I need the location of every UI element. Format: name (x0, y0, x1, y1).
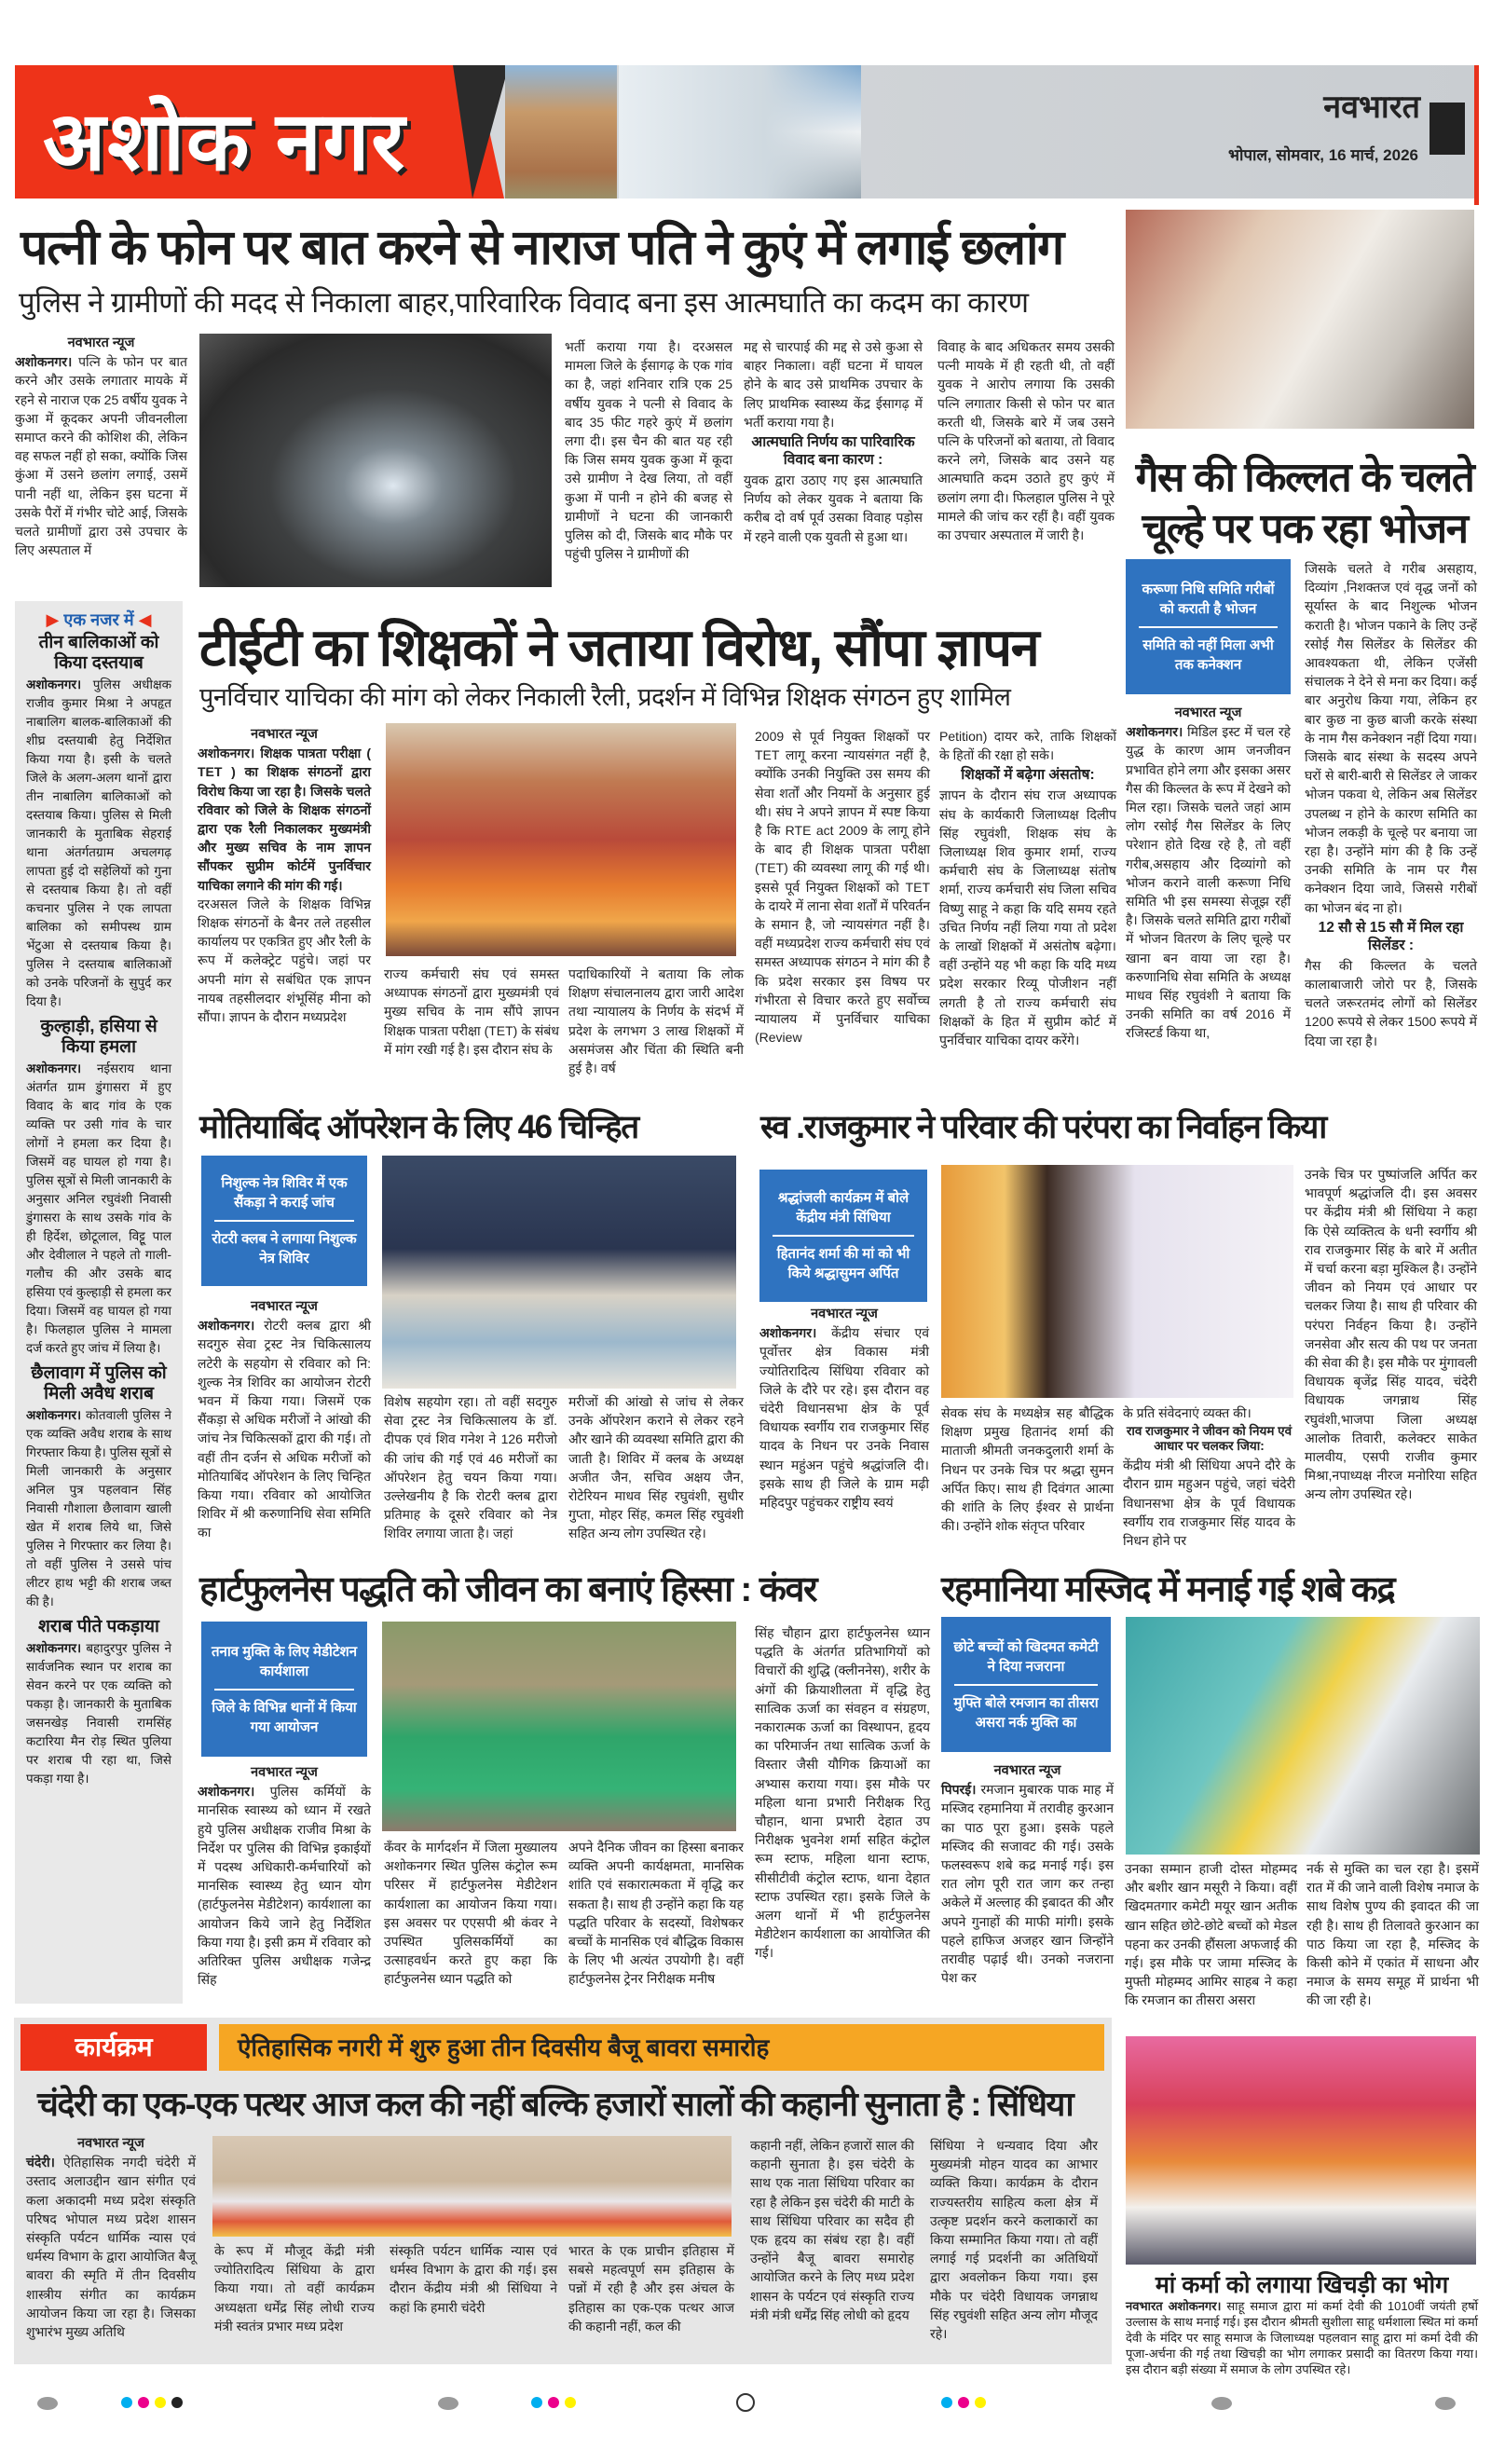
dateline: अशोकनगर। (198, 1318, 255, 1334)
highlight-line: रोटरी क्लब ने लगाया निशुल्क नेत्र शिविर (212, 1231, 357, 1266)
byline: नवभारत न्यूज (251, 1765, 318, 1780)
lead-column-4: विवाह के बाद अधिकतर समय उसकी पत्नी मायके में ही रहती थी, तो वहीं युवक ने आरोप लगाया कि उसकी पत्नि लगातार किसी से फोन पर बात करती थी, जिसके बारे में जब उसने पत्नि के परिजनों को बताया, तो विवाद करने लगे, जिसके बाद उसने यह आत्मघाति कदम उठाते हुए कुएं में छलांग लगा दी। फिलहाल पुलिस ने पूरे मामले की जांच कर रहीं है। वहीं युवक का उपचार अस्पताल में जारी है। (937, 339, 1115, 543)
arrow-left-icon: ◀ (138, 610, 152, 629)
masjid-column-3: नर्क से मुक्ति का चल रहा है। इसमें रात में की जाने वाली विशेष नमाज के साथ विशेष पुण्य की इवादत की जा रही है। साथ ही तिलावते कुरआन का पाठ किया जा रहा है, मस्जिद के किसी कोने में एकांत में साधना और नमाज के समय समूह में प्रार्थना भी की जा रही हे। (1306, 1861, 1479, 2008)
dateline: अशोकनगर। (1126, 724, 1183, 740)
tet-column-1 (198, 725, 371, 1084)
tribute-column-3 (1123, 1403, 1295, 1549)
dateline: पिपरई। (941, 1782, 977, 1798)
brief-text: नईसराय थाना अंतर्गत ग्राम डुंगासरा में हुए विवाद के बाद गांव के एक व्यक्ति पर उसी गांव के चार लोगों ने हमला कर दिया है। जिसमें वह घायल हो गया है। पुलिस सूत्रों से मिली जानकारी के अनुसार अनिल रघुवंशी निवासी डुंगासरा के साथ उसके गांव के ही हिर्देश, छोटूलाल, विट्टू पाल और देवीलाल ने पहले तो गाली-गलौच की और उसके बाद हसिया एवं कुल्हाड़ी से हमला कर दिया। जिसमें वह घायल हो गया है। फिलहाल पुलिस ने मामला दर्ज करते हुए जांच में लिया है। (26, 1061, 171, 1355)
chanderi-column-4: भारत के एक प्राचीन इतिहास में सबसे महत्वपूर्ण सम इतिहास के पन्नों में रही है और इस अंचल के इतिहास का एक-एक पत्थर आज की कहानी नहीं, कल की (568, 2243, 734, 2334)
highlight-line: छोटे बच्चों को खिदमत कमेटी ने दिया नजराना (953, 1638, 1099, 1675)
dateline: अशोकनगर। (198, 1784, 255, 1800)
byline: नवभारत न्यूज (67, 335, 135, 350)
masthead (15, 65, 1476, 198)
byline: नवभारत न्यूज (251, 1299, 318, 1314)
body-text: Petition) दायर करे, ताकि शिक्षकों के हितों की रक्षा हो सके। (939, 729, 1116, 763)
brief-text: पुलिस अधीक्षक राजीव कुमार मिश्रा ने अपहृत नाबालिग बालक-बालिकाओं की शीघ्र दस्तयाबी हेतु निर्देशित किया गया है। इसी के चलते जिले के अलग-अलग थानों द्वारा तीन नाबालिग बालिकाओं को दस्तयाब किया। पुलिस से मिली जानकारी के मुताबिक सेहराई थाना अंतर्गतग्राम अचलगढ़ लापता हुई दो सहेलियों को गुना से दस्तयाब किया है। तो वहीं कचनार पुलिस ने एक लापता बालिका को समीपस्थ ग्राम भेंटुआ से दस्तयाब किया है। पुलिस ने दस्तयाब बालिकाओं को उनके परिजनों के सुपुर्द कर दिया है। (26, 678, 171, 1008)
masjid-highlight-box (941, 1617, 1111, 1752)
subhead: राव राजकुमार ने जीवन को नियम एवं आधार पर चलकर जिया: (1126, 1424, 1293, 1454)
sidebar-label-text: एक नजर में (63, 610, 134, 629)
chanderi-kicker: ऐतिहासिक नगरी में शुरु हुआ तीन दिवसीय बैजू बावरा समारोह (219, 2024, 1104, 2071)
dateline: अशोकनगर। (759, 1325, 817, 1341)
brief-item (26, 1363, 171, 1611)
subhead: शिक्षकों में बढ़ेगा अंसतोष: (961, 767, 1095, 784)
tribute-headline: स्व .राजकुमार ने परिवार की परंपरा का निर्वाहन किया (760, 1109, 1326, 1145)
registration-mark (1435, 2397, 1456, 2410)
body-text: केंद्रीय मंत्री श्री सिंधिया अपने दौरे के दौरान ग्राम महुअन पहुंचे, जहां चंदेरी विधानसभा क्षेत्र के पूर्व विधायक स्वर्गीय राव राजकुमार सिंह यादव के निधन होने पर (1123, 1458, 1295, 1549)
byline: नवभारत न्यूज (811, 1307, 878, 1321)
sidebar-briefs (15, 601, 183, 2004)
eye-camp-highlight-box (201, 1156, 367, 1286)
tet-column-2: राज्य कर्मचारी संघ एवं समस्त अध्यापक संगठनों द्वारा मुख्यमंत्री एवं मुख्य सचिव के नाम सौंपे ज्ञापन शिक्षक पात्रता परीक्षा (TET) के संबंध में मांग रखी गई है। इस दौरान संघ के (384, 966, 559, 1057)
body-text: केंद्रीय संचार एवं पूर्वोत्तर क्षेत्र विकास मंत्री ज्योतिरादित्य सिंधिया रविवार को जिले के दौरे पर रहे। इस दौरान वह चंदेरी विधानसभा क्षेत्र के पूर्व विधायक स्वर्गीय राव राजकुमार सिंह यादव के निधन पर उनके निवास स्थान महुंअन पहुंचे श्रद्धांजलि दी। इसके साथ ही जिले के ग्राम मढ़ी महिदपुर पहुंचकर राष्ट्रीय स्वयं (759, 1325, 930, 1511)
brief-title: तीन बालिकाओं को किया दस्तयाब (38, 633, 159, 673)
divider (954, 1684, 1098, 1686)
tribute-photo (941, 1165, 1293, 1398)
rotary-eye-camp-photo (382, 1156, 736, 1389)
highlight-line: समिति को नहीं मिला अभी तक कनेक्शन (1142, 637, 1274, 673)
gas-headline-line-2: चूल्हे पर पक रहा भोजन (1142, 506, 1468, 552)
tribute-column-2: सेवक संघ के मध्यक्षेत्र सह बौद्धिक शिक्षण प्रमुख हितानंद शर्मा की माताजी श्रीमती जनकदुलारी शर्मा के निधन पर उनके चित्र पर श्रद्धा सुमन अर्पित किए। साथ ही दिवंगत आत्मा की शांति के लिए ईश्वर से प्रार्थना की। उन्होंने शोक संतृप्त परिवार (941, 1405, 1114, 1534)
subhead: आत्मघाति निर्णय का पारिवारिक विवाद बना कारण : (751, 434, 915, 469)
highlight-line: जिले के विभिन्न थानों में किया गया आयोजन (212, 1699, 357, 1735)
meditation-photo (382, 1622, 736, 1831)
body-text: रमजान मुबारक पाक माह में मस्जिद रहमानिया में तरावीह कुरआन का पाठ पूरा हुआ। इसके पहले मस्जिद की सजावट की गई। उसके फलस्वरूप शबे कद्र मनाई गई। इस रात लोग पूरी रात जाग कर तन्हा अकेले में अल्लाह की इबादत की और अपने गुनाहों की माफी मांगी। इसके पहले हाफिज अजहर खान जिन्होंने तरावीह पढ़ाई थी। उनको नजराना पेश कर (941, 1782, 1114, 1986)
dateline: चंदेरी। (26, 2155, 55, 2170)
gas-photo (1126, 210, 1474, 429)
tribute-column-1 (759, 1305, 930, 1511)
brief-text: बहादुरपुर पुलिस ने सार्वजनिक स्थान पर शराब का सेवन करने पर एक व्यक्ति को पकड़ा है। जानकारी के मुताबिक जसनखेड़ निवासी रामसिंह कटारिया मैन रोड़ स्थित पुलिया पर शराब पी रहा था, जिसे पकड़ा गया है। (26, 1641, 171, 1786)
brief-text: कोतवाली पुलिस ने एक व्यक्ति अवैध शराब के साथ गिरफ्तार किया है। पुलिस सूत्रों से मिली जानकारी के अनुसार अनिल पुत्र पहलवान सिंह निवासी गौशाला छैलावाग खाली खेत में शराब लिये था, जिसे पुलिस ने गिरफ्तार कर लिया है। तो वहीं पुलिस ने उससे पांच लीटर हाथ भट्टी की शराब जब्त की है। (26, 1408, 171, 1608)
chanderi-headline: चंदेरी का एक-एक पत्थर आज कल की नहीं बल्कि हजारों सालों की कहानी सुनाता है : सिंधिया (37, 2085, 1074, 2123)
body-text: गैस की किल्लत के चलते कालाबाजारी जोरो पर है, जिसके चलते जरूरतमंद लोगों को सिलेंडर 1200 रूपये से लेकर 1500 रूपये में दिया जा रहा है। (1305, 957, 1477, 1048)
karma-text (1126, 2298, 1478, 2376)
chanderi-column-2: के रूप में मौजूद केंद्री मंत्री ज्योतिरादित्य सिंधिया के द्वारा किया गया। तो वहीं कार्यक्रम अध्यक्षता धर्मेंद्र सिंह लोधी राज्य मंत्री स्वतंत्र प्रभार मध्य प्रदेश (214, 2243, 375, 2334)
divider (214, 1220, 354, 1222)
dateline: अशोकनगर। (26, 1641, 82, 1655)
chanderi-column-1 (26, 2134, 196, 2362)
highlight-line: तनाव मुक्ति के लिए मेडीटेशन कार्यशाला (211, 1643, 358, 1679)
color-dot-magenta (548, 2397, 559, 2408)
body-text: के प्रति संवेदनाएं व्यक्त की। (1123, 1405, 1252, 1420)
tet-column-5 (939, 727, 1116, 1084)
dateline: अशोकनगर। (26, 678, 82, 691)
registration-mark (37, 2397, 58, 2410)
color-dot-magenta (958, 2397, 969, 2408)
lead-column-3 (744, 337, 923, 596)
dateline: अशोकनगर। (26, 1061, 82, 1075)
highlight-line: हितानंद शर्मा की मां को भी किये श्रद्धासुमन अर्पित (776, 1246, 910, 1281)
tet-column-3: पदाधिकारियों ने बताया कि लोक शिक्षण संचालनालय द्वारा जारी आदेश तथा न्यायालय के निर्णय के संदर्भ में प्रदेश के लगभग 3 लाख शिक्षकों में असमंजस और चिंता की स्थिति बनी हुई है। वर्ष (568, 966, 744, 1076)
byline: नवभारत न्यूज (993, 1763, 1061, 1778)
gas-highlight-box (1126, 559, 1291, 694)
masthead-block (1429, 103, 1465, 155)
byline: नवभारत न्यूज (251, 727, 318, 742)
highlight-line: श्रद्धांजली कार्यक्रम में बोले केंद्रीय मंत्री सिंधिया (777, 1190, 910, 1225)
color-dot-yellow (975, 2397, 986, 2408)
byline: नवभारत न्यूज (1174, 705, 1242, 720)
eye-camp-headline: मोतियाबिंद ऑपरेशन के लिए 46 चिन्हित (199, 1109, 638, 1145)
brief-item (26, 633, 171, 1011)
masjid-photo (1126, 1617, 1480, 1855)
brief-item (26, 1017, 171, 1358)
color-dot-black (171, 2397, 183, 2408)
color-dot-cyan (531, 2397, 542, 2408)
body-text: साहू समाज द्वारा मां कर्मा देवी की 1010वीं जयंती हर्षो उल्लास के साथ मनाई गई। इस दौरान श्रीमती सुशीला साहू धर्मशाला स्थित मां कर्मा देवी के मंदिर पर साहू समाज के जिलाध्यक्ष पहलवान साहू द्वारा मां कर्मा देवी की पूजा-अर्चना की गई तथा खिचड़ी का भोग लगाकर प्रसादी का वितरण किया गया। इस दौरान बड़ी संख्या में समाज के लोग उपस्थित रहे। (1126, 2299, 1478, 2376)
heartfulness-column-1 (198, 1763, 371, 2007)
heartfulness-column-3: अपने दैनिक जीवन का हिस्सा बनाकर व्यक्ति अपनी कार्यक्षमता, मानसिक शांति एवं सकारात्मकता में वृद्धि कर सकता है। साथ ही उन्होंने कहा कि यह पद्धति परिवार के सदस्यों, विशेषकर बच्चों के मानसिक एवं बौद्धिक विकास के लिए भी अत्यंत उपयोगी है। वहीं हार्टफुलनेस ट्रेनर निरीक्षक मनीष (568, 1840, 744, 1987)
baiju-bawra-event-photo (212, 2136, 732, 2237)
body-text: ऐतिहासिक नगदी चंदेरी में उस्ताद अलाउद्दीन खान संगीत एवं कला अकादमी मध्य प्रदेश संस्कृति परिषद भोपाल मध्य प्रदेश शासन संस्कृति पर्यटन धार्मिक न्यास एवं धर्मस्य विभाग के द्वारा आयोजित बैजू बावरा की स्मृति में तीन दिवसीय शास्त्रीय संगीत का कार्यक्रम आयोजन किया जा रहा है। जिसका शुभारंभ मुख्य अतिथि (26, 2155, 196, 2340)
arrow-right-icon: ▶ (46, 610, 60, 629)
masjid-headline: रहमानिया मस्जिद में मनाई गई शबे कद्र (941, 1570, 1395, 1609)
eye-camp-column-2: विशेष सहयोग रहा। तो वहीं सदगुरु सेवा ट्रस्ट नेत्र चिकित्सालय के डॉ. दीपक एवं शिव गनेश ने 126 मरीजो की जांच की गई एवं 46 मरीजों का ऑपरेशन हेतु चयन किया गया। उल्लेखनीय है कि रोटरी क्लब द्वारा प्रतिमाह के दूसरे रविवार को नेत्र शिविर लगाया जाता है। जहां (384, 1394, 557, 1541)
divider (1139, 626, 1278, 628)
body-text: दरअसल जिले के शिक्षक विभिन्न शिक्षक संगठनों के बैनर तले तहसील कार्यालय पर एकत्रित हुए और रैली के रूप में कलेक्ट्रेट पहुंचे। जहां पर अपनी मांग से सबंधित एक ज्ञापन नायब तहसीलदार शंभूसिंह मीना को सौंपा। ज्ञापन के दौरान मध्यप्रदेश (198, 896, 371, 1025)
chanderi-column-3: संस्कृति पर्यटन धार्मिक न्यास एवं धर्मस्व विभाग के द्वारा की गई। इस दौरान केंद्रीय मंत्री श्री सिंधिया ने कहां कि हमारी चंदेरी (390, 2243, 557, 2315)
body-text: जिसके चलते वे गरीब असहाय, दिव्यांग ,निशक्तज एवं वृद्ध जनों को सूर्यास्त के बाद निशुल्क भोजन कराती है। भोजन पकाने के लिए उन्हें रसोई गैस सिलेंडर के सिलेंडर की आवश्यकता थी, लेकिन एजेंसी संचालक ने देने से मना कर दिया। कई बार अनुरोध किया गया, लेकिन हर बार कुछ ना कुछ बाजी करके संस्था के नाम गैस कनेक्शन नहीं दिया गया। जिसके बाद संस्था के सदस्य अपने घरों से बारी-बारी से सिलेंडर ले जाकर भोजन पकवा थे, लेकिन अब सिलेंडर उपलब्ध न होने के कारण समिति का भोजन लकड़ी के चूल्हे पर बनाया जा रहा है। उन्होंने मांग की है कि उन्हें उनकी समिति के नाम पर गैस कनेक्शन दिया जावे, जिससे गरीबों का भोजन बंद ना हो। (1305, 561, 1477, 915)
teachers-rally-photo (386, 723, 736, 956)
color-dot-magenta (138, 2397, 149, 2408)
gas-column-2 (1305, 559, 1477, 1081)
section-title: अशोक नगर (43, 95, 407, 187)
gas-column-1 (1126, 704, 1291, 1081)
body-text: मिडिल इस्ट में चल रहे युद्ध के कारण आम जनजीवन प्रभावित होने लगा और इसका असर गैस की किल्लत के रूप में देखने को मिल रहा। जिसके चलते जहां आम लोग रसोई गैस सिलेंडर के लिए परेशान होते दिख रहे है, तो वहीं गरीब,असहाय और दिव्यांगो को भोजन कराने वाली करूणा निधि समिति भी इस समस्या सेजूझ रहीं है। जिसके चलते समिति द्वारा गरीबों में भोजन वितरण के लिए चूल्हे पर खाना बन वाया जा रहा है। करुणानिधि सेवा समिति के अध्यक्ष माधव सिंह रघुवंशी ने बताया कि उनकी समिति का वर्ष 2016 में रजिस्टर्ड किया था, (1126, 724, 1291, 1041)
highlight-line: करूणा निधि समिति गरीबों को कराती है भोजन (1142, 581, 1275, 617)
body-text: ज्ञापन के दौरान संघ राज अध्यापक संघ के कार्यकारी जिलाध्यक्ष दिलीप सिंह रघुवंशी, शिक्षक संघ के जिलाध्यक्ष शिव कुमार शर्मा, राज्य कर्मचारी संघ के जिलाध्यक्ष संतोष शर्मा, राज्य कर्मचारी संघ जिला सचिव विष्णु साहू ने कहा कि यदि समय रहते उचित निर्णय नहीं लिया गया तो प्रदेश के लाखों शिक्षकों में असंतोष बढ़ेगा। वहीं उन्होंने यह भी कहा कि यदि मध्य प्रदेश सरकार रिव्यू पोजीशन नहीं लगती है तो राज्य कर्मचारी संघ शिक्षकों के हित में सुप्रीम कोर्ट में पुनर्विचार याचिका दायर करेंगे। (939, 787, 1116, 1048)
divider (773, 1235, 914, 1237)
lead-column-2: भर्ती कराया गया है। दरअसल मामला जिले के ईसागढ़ के एक गांव का है, जहां शनिवार रात्रि एक 25 वर्षीय युवक ने पत्नी से विवाद के बाद 35 फीट गहरे कुएं में छलांग लगा दी। इस चैन की बात यह रही कि जिस समय युवक कुआ में कूदा उसे ग्रामीण ने देख लिया, तो वहीं कुआ में पानी न होने की बजह से ग्रामीणों ने घटना की जानकारी पुलिस को दी, जिसके बाद मौके पर पहुंची पुलिस ने ग्रामीणों की (565, 339, 732, 562)
heartfulness-highlight-box (201, 1622, 367, 1757)
body-text: पत्नि के फोन पर बात करने और उसके लगातार मायके में रहने से नाराज एक 25 वर्षीय युवक ने कुआ में कूदकर अपनी जीवनलीला समाप्त करने की कोशिश की, लेकिन वह सफल नहीं हो सका, क्योंकि जिस कुंआ में उसने छलांग लगाई, उसमें पानी नहीं था, लेकिन इस घटना में उसके पैरों में गंभीर चोटे आई, जिसके चलते ग्रामीणों द्वारा उसे उपचार के लिए अस्पताल में (15, 354, 187, 558)
brief-item (26, 1617, 171, 1788)
right-rule (1474, 65, 1479, 205)
gas-headline-line-1: गैस की किल्लत के चलते (1135, 455, 1474, 500)
registration-mark (1211, 2397, 1232, 2410)
body-text: रोटरी क्लब द्वारा श्री सदगुरु सेवा ट्रस्ट नेत्र चिकित्सालय लटेरी के सहयोग से रविवार को नि: शुल्क नेत्र शिविर का आयोजन रोटरी भवन में किया गया। जिसमें एक सैंकड़ा से अधिक मरीजों ने आंखो की जांच नेत्र चिकित्सकों द्वारा की गई। तो वहीं तीन दर्जन से अधिक मरीजों को मोतियाबिंद ऑपरेशन के लिए चिन्हित किया गया। रविवार को आयोजित शिविर में श्री करुणानिधि सेवा समिति का (198, 1318, 371, 1540)
section-label: कार्यक्रम (21, 2024, 207, 2071)
tribute-column-4: उनके चित्र पर पुष्पांजलि अर्पित कर भावपूर्ण श्रद्धांजलि दी। इस अवसर पर केंद्रीय मंत्री श्री सिंधिया ने कहा कि ऐसे व्यक्तित्व के धनी स्वर्गीय श्री राव राजकुमार सिंह के बारे में अतीत में चर्चा करना बड़ा मुश्किल है। उन्होंने जीवन को नियम एवं आधार पर चलकर जिया है। साथ ही परिवार की परंपरा निर्वहन किया है। उन्होंने जनसेवा और सत्य की पथ पर जनता की सेवा की है। इस मौके पर मुंगावली विधायक बृजेंद्र सिंह यादव, चंदेरी विधायक जगन्नाथ सिंह रघुवंशी,भाजपा जिला अध्यक्ष आलोक तिवारी, कलेक्टर साकेत मालवीय, एसपी राजीव कुमार मिश्रा,नपाध्यक्ष नीरज मनोरिया सहित अन्य लोग उपस्थित रहे। (1305, 1167, 1477, 1502)
chanderi-column-6: सिंधिया ने धन्यवाद दिया और मुख्यमंत्री मोहन यादव का आभार व्यक्ति किया। कार्यक्रम के दौरान राज्यस्तरीय साहित्य कला क्षेत्र में उत्कृष्ट प्रदर्शन करने कलाकारों का किया सम्मानित किया गया। तो वहीं लगाई गई प्रदर्शनी का अतिथियों द्वारा अवलोकन किया गया। इस मौके पर चंदेरी विधायक जगन्नाथ सिंह रघुवंशी सहित अन्य लोग मौजूद रहे। (930, 2138, 1098, 2342)
dateline: अशोकनगर। (15, 354, 73, 370)
tet-headline: टीईटी का शिक्षकों ने जताया विरोध, सौंपा ज्ञापन (199, 618, 1039, 677)
karma-headline: मां कर्मा को लगाया खिचड़ी का भोग (1155, 2272, 1449, 2298)
newspaper-name: नवभारत (1323, 89, 1420, 125)
header-photo-temple (619, 65, 861, 198)
registration-mark (438, 2397, 458, 2410)
lead-paragraph: अशोकनगर। शिक्षक पात्रता परीक्षा ( TET ) का शिक्षक संगठनों द्वारा विरोध किया जा रहा है। जिसके चलते रविवार को जिले के शिक्षक संगठनों द्वारा एक रैली निकालकर मुख्यमंत्री और मुख्य सचिव के नाम ज्ञापन सौंपकर सुप्रीम कोर्टमें पुनर्विचार याचिका लगाने की मांग की गई। (198, 746, 371, 893)
karma-temple-photo (1126, 2036, 1476, 2265)
heartfulness-column-2: कँवर के मार्गदर्शन में जिला मुख्यालय अशोकनगर स्थित पुलिस कंट्रोल रूम परिसर में हार्टफुलनेस मेडीटेशन कार्यशाला का आयोजन किया गया। इस अवसर पर एएसपी श्री कंवर ने उपस्थित पुलिसकर्मियों का उत्साहवर्धन करते हुए कहा कि हार्टफुलनेस ध्यान पद्धति को (384, 1840, 557, 1987)
heartfulness-column-4: सिंह चौहान द्वारा हार्टफुलनेस ध्यान पद्धति के अंतर्गत प्रतिभागियों को विचारों की शुद्धि (क्लीननेस), शरीर के अंगों की क्रियाशीलता में वृद्धि हेतु सात्विक ऊर्जा का संवहन व संग्रहण, नकारात्मक ऊर्जा का विस्थापन, हृदय का परिमार्जन तथा सात्विक ऊर्जा के विस्तार जैसी यौगिक क्रियाओं का अभ्यास कराया गया। इस मौके पर महिला थाना प्रभारी निरीक्षक रितु चौहान, थाना प्रभारी देहात उप निरीक्षक भुवनेश शर्मा सहित कंट्रोल रूम स्टाफ, महिला थाना स्टाफ, सीसीटीवी कंट्रोल स्टाफ, थाना देहात स्टाफ उपस्थित रहा। इसके जिले के अलग थानों में भी हार्टफुलनेस मेडीटेशन कार्यशाला का आयोजित की गई। (755, 1625, 930, 1961)
masjid-column-1 (941, 1761, 1114, 2007)
color-dot-cyan (121, 2397, 132, 2408)
tet-column-4: 2009 से पूर्व नियुक्त शिक्षकों पर TET लागू करना न्यायसंगत नहीं है, क्योंकि उनकी नियुक्ति उस समय की सेवा शर्तों और नियमों के अनुसार हुई थी। संघ ने अपने ज्ञापन में स्पष्ट किया है कि RTE act 2009 के लागू होने के बाद ही शिक्षक पात्रता परीक्षा (TET) की व्यवस्था लागू की गई थी। इससे पूर्व नियुक्त शिक्षकों को TET के दायरे में लाना सेवा शर्तों में परिवर्तन के समान है, जो न्यायसंगत नहीं है। वहीं मध्यप्रदेश राज्य कर्मचारी संघ एवं समस्त अध्यापक संगठन ने मांग की है कि प्रदेश सरकार इस विषय पर गंभीरता से विचार करते हुए सर्वोच्च न्यायालय में पुनर्विचार याचिका (Review (755, 729, 930, 1046)
subhead: 12 सौ से 15 सौ में मिल रहा सिलेंडर : (1318, 919, 1464, 953)
brief-title: कुल्हाड़ी, हसिया से किया हमला (40, 1017, 157, 1057)
crosshair-mark (736, 2393, 755, 2412)
masjid-column-2: उनका सम्मान हाजी दोस्त मोहम्मद और बशीर खान मसूरी ने किया। वहीं खिदमतगार कमेटी मयूर खान अतीक खान सहित छोटे-छोटे बच्चों को मेडल पहना कर उनकी हौंसला अफजाई की गई। इस मौके पर जामा मस्जिद के मुफ्ती मोहम्मद आमिर साहब ने कहा कि रमजान का तीसरा असरा (1125, 1861, 1297, 2008)
dateline: नवभारत अशोकनगर। (1126, 2299, 1222, 2313)
lead-column-1 (15, 334, 187, 596)
chanderi-column-5: कहानी नहीं, लेकिन हजारों साल की कहानी सुनाता है। इस चंदेरी के साथ एक नाता सिंधिया परिवार का रहा है लेकिन इस चंदेरी की माटी के साथ सिंधिया परिवार का सदैव ही एक हृदय का संबंध रहा है। वहीं उन्होंने बैजू बावरा समारोह आयोजित करने के लिए मध्य प्रदेश शासन के पर्यटन एवं संस्कृति राज्य मंत्री मंत्री धर्मेंद्र सिंह लोधी को हृदय (750, 2138, 914, 2322)
lead-headline: पत्नी के फोन पर बात करने से नाराज पति ने कुएं में लगाई छलांग (21, 221, 1063, 275)
brief-title: छैलावाग में पुलिस को मिली अवैध शराब (31, 1363, 167, 1403)
brief-title: शराब पीते पकड़ाया (38, 1617, 159, 1636)
dateline: अशोकनगर। (26, 1408, 82, 1422)
tribute-highlight-box (759, 1170, 927, 1302)
color-dot-yellow (565, 2397, 576, 2408)
sidebar-label (26, 609, 171, 631)
body-text: युवक द्वारा उठाए गए इस आत्मघाति निर्णय को लेकर युवक ने बताया कि करीब दो वर्ष पूर्व उसका विवाह पड़ोस में रहने वाली एक युवती से हुआ था। (744, 472, 923, 544)
heartfulness-headline: हार्टफुलनेस पद्धति को जीवन का बनाएं हिस्सा : कंवर (199, 1570, 817, 1609)
lead-deck: पुलिस ने ग्रामीणों की मदद से निकाला बाहर,पारिवारिक विवाद बना इस आत्मघाति का कदम का कारण (19, 286, 1029, 319)
color-dot-cyan (941, 2397, 952, 2408)
header-photo-monument (505, 65, 617, 198)
tet-deck: पुनर्विचार याचिका की मांग को लेकर निकाली रैली, प्रदर्शन में विभिन्न शिक्षक संगठन हुए शामिल (199, 683, 1011, 711)
eye-camp-column-3: मरीजों की आंखो से जांच से लेकर उनके ऑपरेशन कराने से लेकर रहने और खाने की व्यवस्था समिति द्वारा की जाती है। शिविर में क्लब के अध्यक्ष अजीत जैन, सचिव अक्षय जैन, रोटेरियन माधव सिंह रघुवंशी, सुधीर गुप्ता, मोहर सिंह, कमल सिंह रघुवंशी सहित अन्य लोग उपस्थित रहे। (568, 1394, 744, 1541)
edition-date: भोपाल, सोमवार, 16 मार्च, 2026 (1228, 146, 1418, 164)
body-text: मद्द से चारपाई की मद्द से उसे कुआ से बाहर निकाला। वहीं घटना में घायल होने के बाद उसे प्राथमिक उपचार के लिए प्राथमिक स्वास्थ्य केंद्र ईसागढ़ में भर्ती कराया गया है। (744, 339, 923, 430)
print-registration-strip (0, 2386, 1491, 2423)
body-text: पुलिस कर्मियों के मानसिक स्वास्थ्य को ध्यान में रखते हुये पुलिस अधीक्षक राजीव मिश्रा के निर्देश पर पुलिस की विभिन्न इकाईयों में पदस्थ अधिकारी-कर्मचारियों को मानसिक स्वास्थ्य हेतु ध्यान योग (हार्टफुलनेस मेडीटेशन) कार्यशाला का आयोजन किये जाने हेतु निर्देशित किया गया है। इसी क्रम में रविवार को अतिरिक्त पुलिस अधीक्षक गजेन्द्र सिंह (198, 1784, 371, 1988)
highlight-line: मुफ्ति बोले रमजान का तीसरा असरा नर्क मुक्ति का (953, 1694, 1099, 1731)
highlight-line: निशुल्क नेत्र शिविर में एक सैंकड़ा ने कराई जांच (221, 1175, 348, 1211)
byline: नवभारत न्यूज (77, 2136, 144, 2151)
divider (214, 1689, 354, 1691)
eye-camp-column-1 (198, 1297, 371, 1540)
well-photo (199, 334, 552, 587)
color-dot-yellow (155, 2397, 166, 2408)
